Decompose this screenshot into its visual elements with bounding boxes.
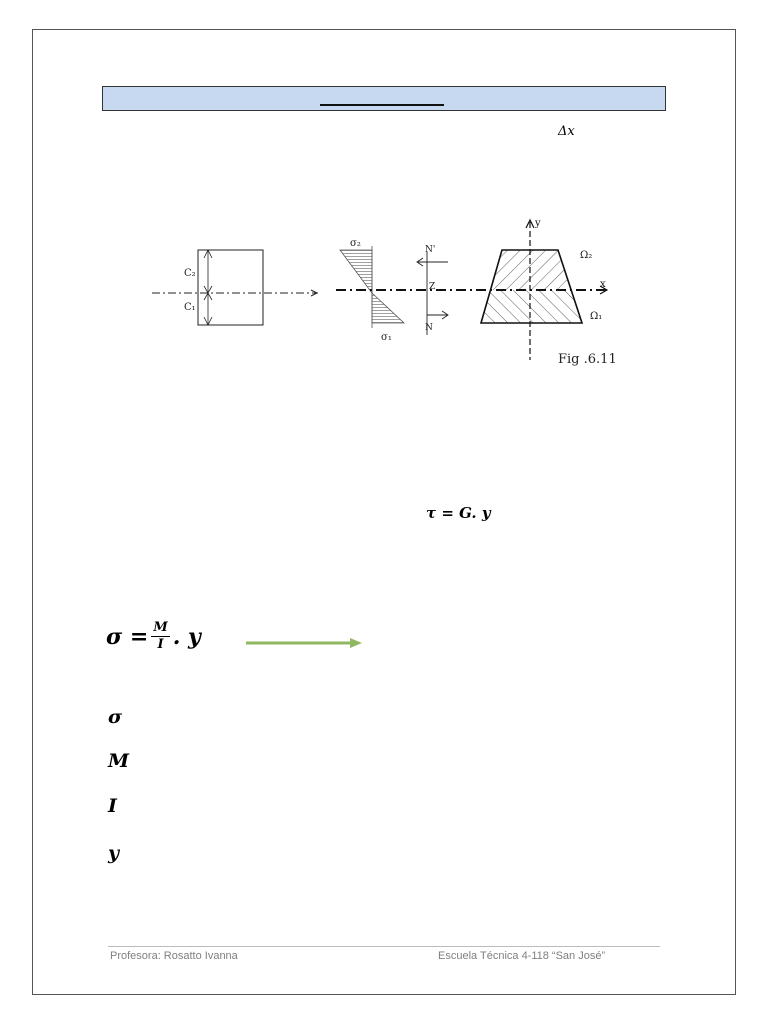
var-sigma: σ: [108, 706, 123, 728]
label-z: Z: [429, 282, 436, 292]
sigma-fraction: [151, 620, 169, 653]
footer-teacher: Profesora: Rosatto Ivanna: [110, 950, 238, 962]
label-sigma1: σ₁: [381, 332, 392, 343]
footer-school: Escuela Técnica 4-118 “San José”: [438, 950, 606, 962]
title-underline: [320, 104, 444, 106]
sigma-formula: [106, 620, 201, 653]
label-n: N: [425, 323, 433, 333]
sigma-lhs: σ =: [106, 623, 149, 650]
label-omega1: Ω₁: [590, 311, 603, 322]
page-border: [32, 29, 736, 995]
sigma-rhs: . y: [172, 623, 201, 650]
label-y: y: [535, 218, 541, 229]
title-band: [102, 86, 666, 111]
var-m: M: [108, 750, 130, 772]
var-i: I: [108, 795, 117, 817]
figure-caption: Fig .6.11: [558, 352, 617, 367]
sigma-denominator: I: [157, 637, 164, 652]
sigma-numerator: M: [153, 620, 168, 635]
delta-x-symbol: Δx: [558, 124, 575, 139]
green-arrow: [244, 635, 368, 651]
footer-divider: [108, 946, 660, 947]
trapezoid-section: [336, 218, 617, 367]
var-y: y: [108, 842, 120, 864]
label-n-prime: N': [425, 245, 436, 255]
label-sigma2: σ₂: [350, 238, 361, 249]
tau-formula: τ = G. y: [426, 504, 491, 522]
label-c1: C₁: [184, 302, 196, 313]
rect-section: [152, 250, 318, 325]
label-omega2: Ω₂: [580, 250, 593, 261]
label-x: x: [600, 279, 606, 290]
figure-6-11: [140, 210, 620, 370]
label-c2: C₂: [184, 268, 196, 279]
